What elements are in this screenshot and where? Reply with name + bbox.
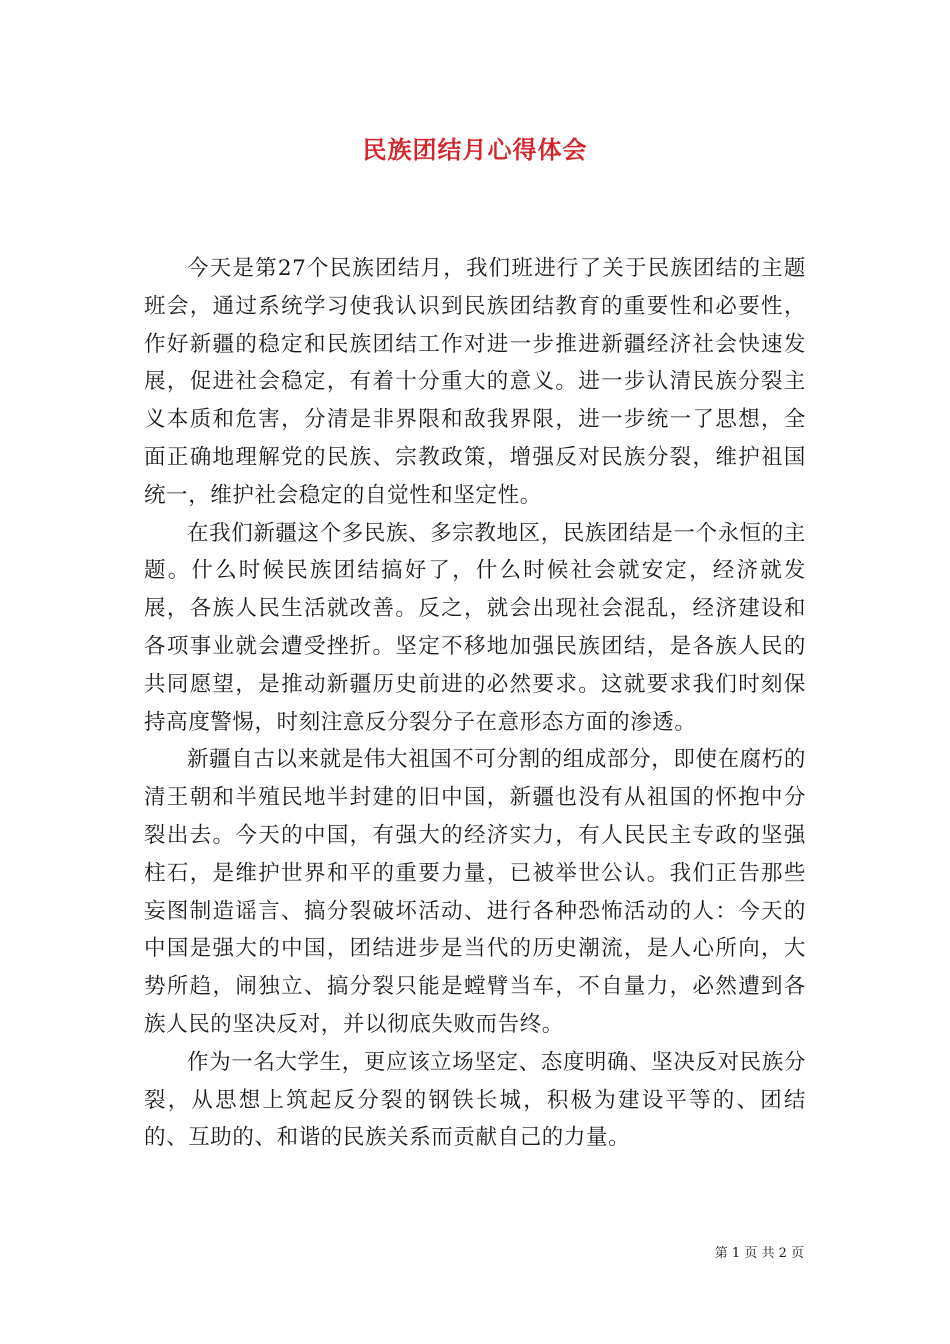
document-title: 民族团结月心得体会	[362, 135, 588, 164]
paragraph-4: 作为一名大学生，更应该立场坚定、态度明确、坚决反对民族分裂，从思想上筑起反分裂的钢铁长城，积极为建设平等的、团结的、互助的、和谐的民族关系而贡献自己的力量。	[144, 1049, 806, 1151]
paragraph-1: 今天是第27个民族团结月，我们班进行了关于民族团结的主题班会，通过系统学习使我认识到民族团结教育的重要性和必要性，作好新疆的稳定和民族团结工作对进一步推进新疆经济社会快速发展，促进社会稳定，有着十分重大的意义。进一步认清民族分裂主义本质和危害，分清是非界限和敌我界限，进一步统一了思想，全面正确地理解党的民族、宗教政策，增强反对民族分裂，维护祖国统一，维护社会稳定的自觉性和坚定性。	[144, 256, 806, 508]
paragraph-3: 新疆自古以来就是伟大祖国不可分割的组成部分，即使在腐朽的清王朝和半殖民地半封建的旧中国，新疆也没有从祖国的怀抱中分裂出去。今天的中国，有强大的经济实力，有人民民主专政的坚强柱石，是维护世界和平的重要力量，已被举世公认。我们正告那些妄图制造谣言、搞分裂破坏活动、进行各种恐怖活动的人：今天的中国是强大的中国，团结进步是当代的历史潮流，是人心所向，大势所趋，闹独立、搞分裂只能是螳臂当车，不自量力，必然遭到各族人民的坚决反对，并以彻底失败而告终。	[144, 747, 806, 1037]
paragraph-2: 在我们新疆这个多民族、多宗教地区，民族团结是一个永恒的主题。什么时候民族团结搞好了，什么时候社会就安定，经济就发展，各族人民生活就改善。反之，就会出现社会混乱，经济建设和各项事业就会遭受挫折。坚定不移地加强民族团结，是各族人民的共同愿望，是推动新疆历史前进的必然要求。这就要求我们时刻保持高度警惕，时刻注意反分裂分子在意形态方面的渗透。	[144, 520, 806, 735]
document-body	[144, 250, 806, 1157]
page-number-footer: 第 1 页 共 2 页	[714, 1246, 804, 1261]
